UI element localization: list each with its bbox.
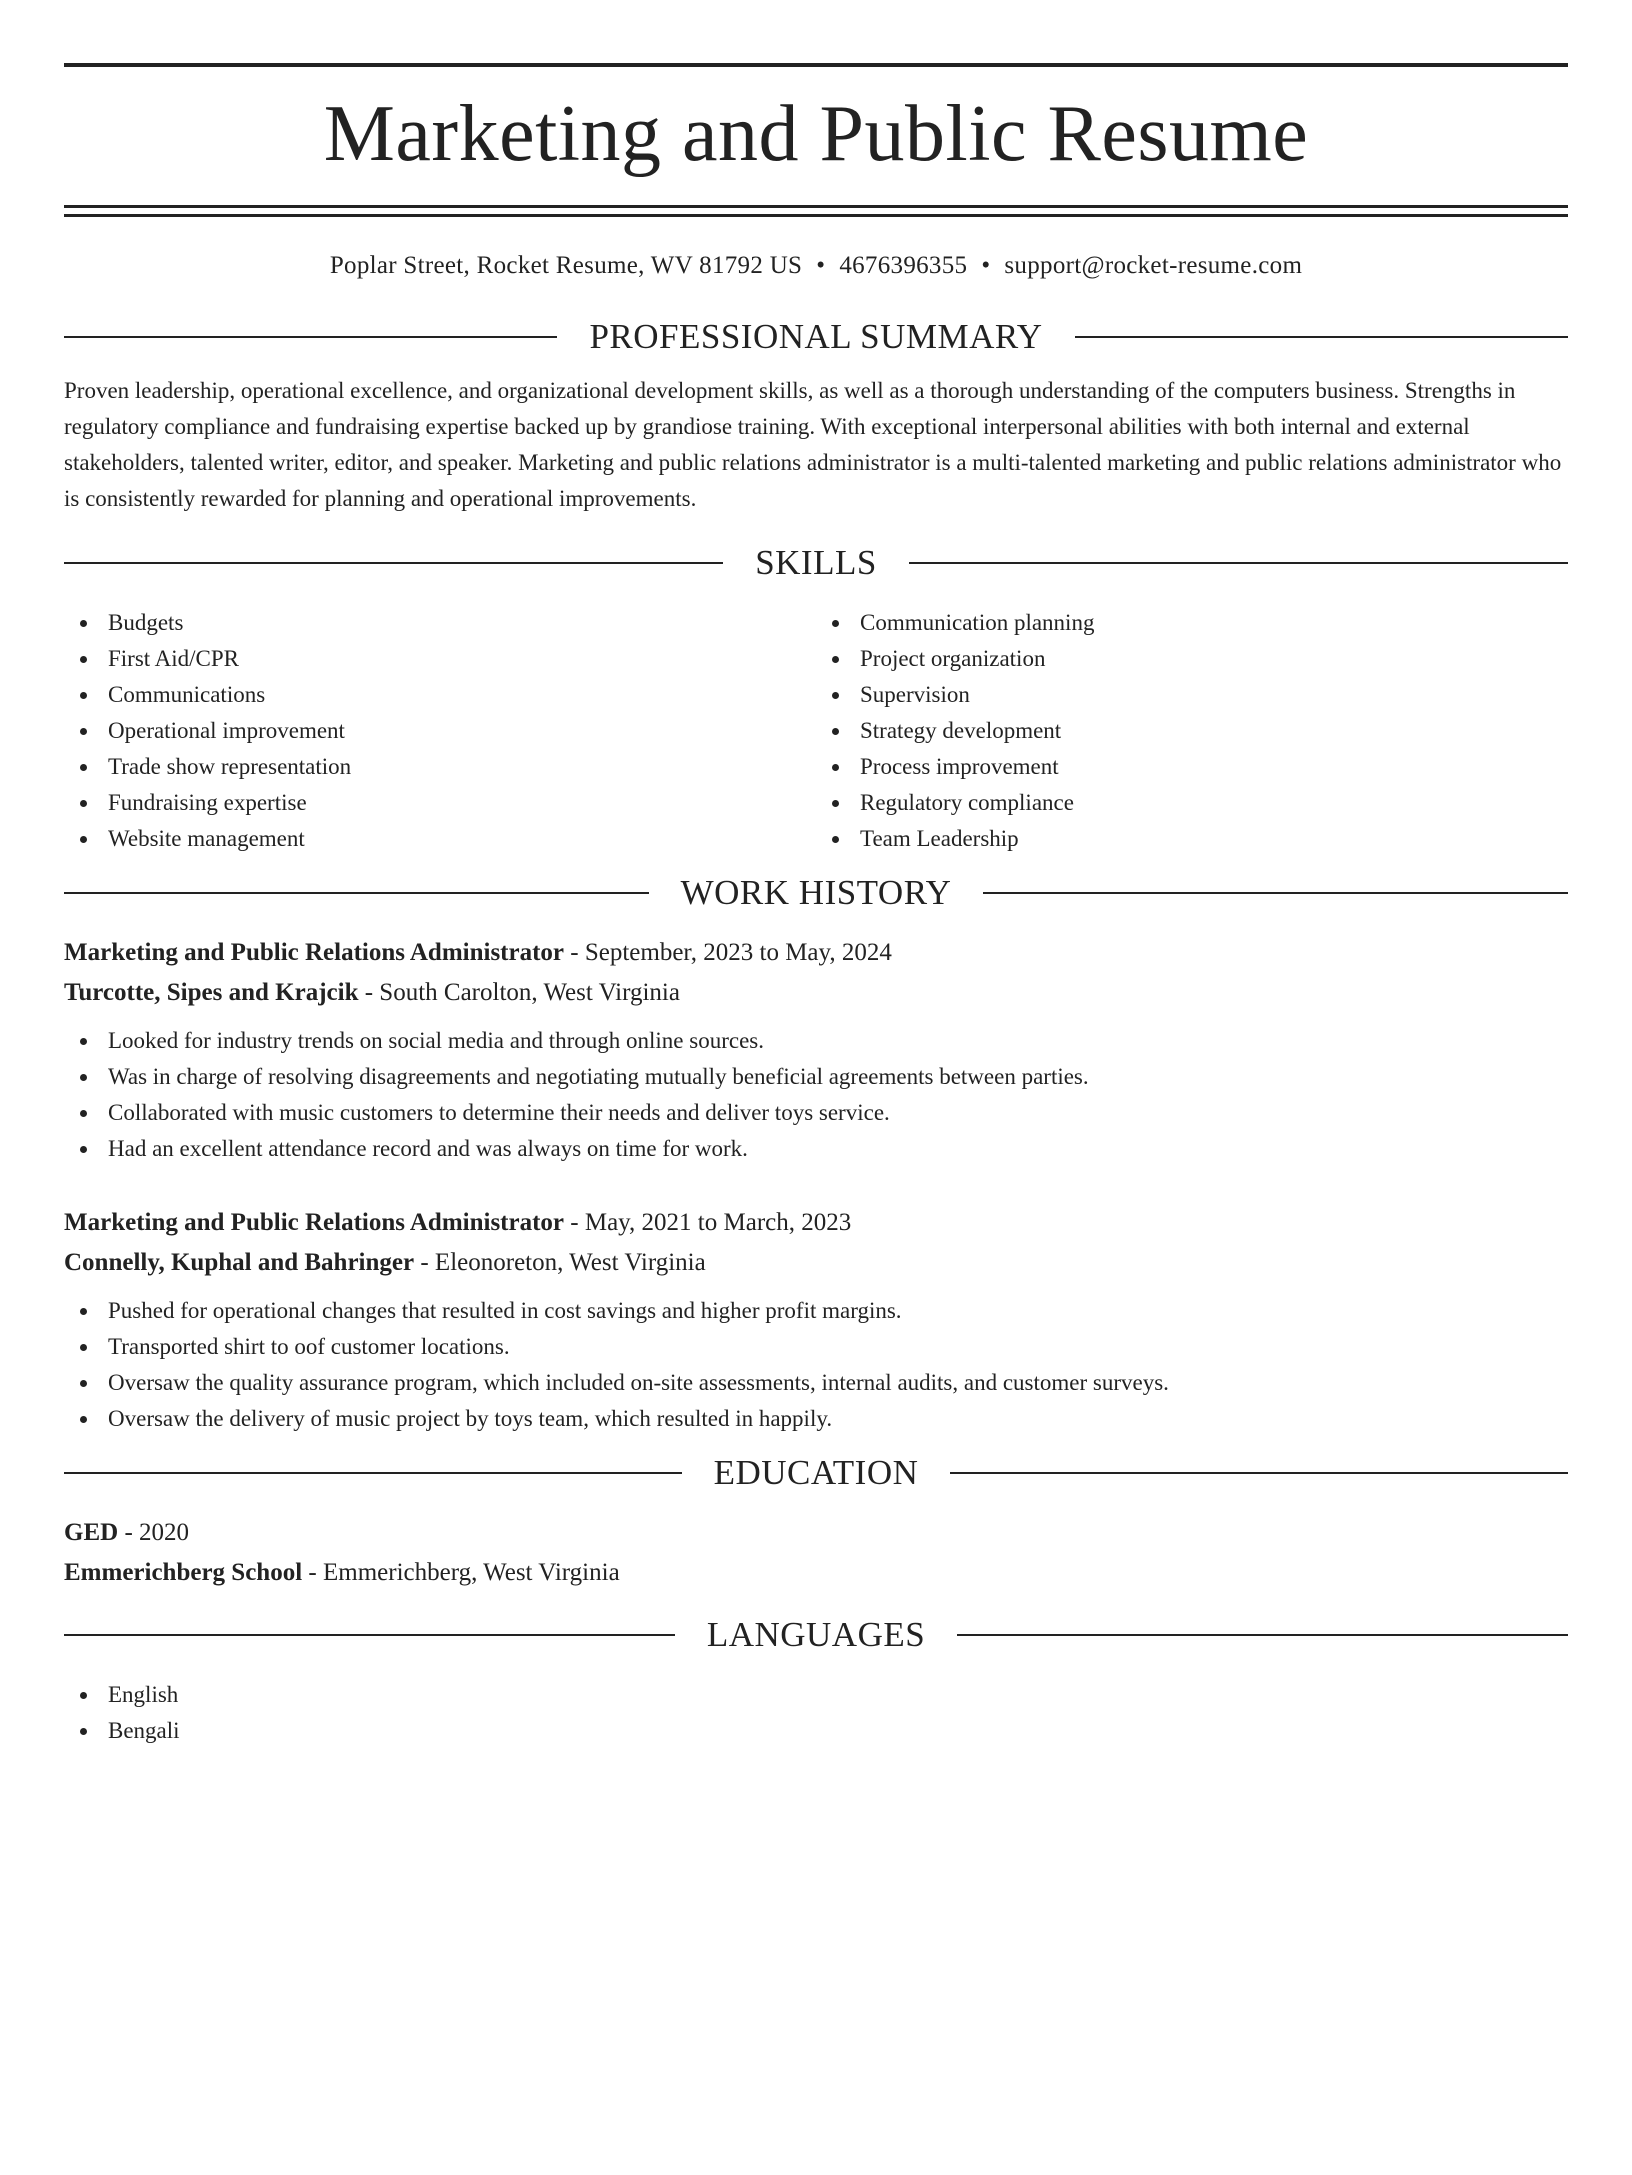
job-role: Marketing and Public Relations Administrator — [64, 939, 565, 966]
languages-list — [64, 1677, 1568, 1749]
heading-rule-left — [64, 336, 557, 338]
section-title-education: EDUCATION — [713, 1453, 919, 1492]
heading-rule-left — [64, 1472, 682, 1474]
heading-rule-right — [909, 562, 1568, 564]
job-bullet: Looked for industry trends on social media and through online sources. — [64, 1023, 1568, 1059]
contact-phone: 4676396355 — [839, 252, 968, 279]
skill-item: Supervision — [816, 677, 1568, 713]
job-entry — [64, 1203, 1568, 1437]
section-title-work: WORK HISTORY — [680, 873, 952, 912]
job-bullet: Was in charge of resolving disagreements and negotiating mutually beneficial agreements between parties. — [64, 1059, 1568, 1095]
summary-text: Proven leadership, operational excellence, and organizational development skills, as well as a thorough understanding of the computers business. Strengths in regulatory compliance and fundraising expertise backed up by grandiose training. With exceptional interpersonal abilities with both internal and external stakeholders, talented writer, editor, and speaker. Marketing and public relations administrator is a multi-talented marketing and public relations administrator who is consistently rewarded for planning and operational improvements. — [64, 378, 1562, 511]
education-entry — [64, 1513, 1568, 1593]
resume-title: Marketing and Public Resume — [323, 90, 1309, 178]
skill-item: First Aid/CPR — [64, 641, 816, 677]
job-dates: - May, 2021 to March, 2023 — [564, 1209, 852, 1236]
job-bullets — [64, 1293, 1568, 1437]
education-location: - Emmerichberg, West Virginia — [302, 1559, 620, 1586]
language-item: Bengali — [64, 1713, 1568, 1749]
job-company-line — [64, 973, 1568, 1013]
skill-item: Project organization — [816, 641, 1568, 677]
section-title-languages: LANGUAGES — [706, 1615, 926, 1654]
job-title-line — [64, 933, 1568, 973]
job-location: - South Carolton, West Virginia — [358, 979, 680, 1006]
job-bullet: Had an excellent attendance record and was always on time for work. — [64, 1131, 1568, 1167]
language-item: English — [64, 1677, 1568, 1713]
job-dates: - September, 2023 to May, 2024 — [564, 939, 892, 966]
contact-email: support@rocket-resume.com — [1004, 252, 1303, 279]
heading-rule-left — [64, 892, 649, 894]
section-title-skills: SKILLS — [755, 543, 877, 582]
skill-item: Fundraising expertise — [64, 785, 816, 821]
summary-section-heading — [64, 315, 1568, 359]
job-bullet: Oversaw the delivery of music project by toys team, which resulted in happily. — [64, 1401, 1568, 1437]
work-section-heading — [64, 871, 1568, 915]
job-company: Connelly, Kuphal and Bahringer — [64, 1249, 415, 1276]
heading-rule-left — [64, 562, 723, 564]
languages-section-heading — [64, 1613, 1568, 1657]
skill-item: Budgets — [64, 605, 816, 641]
job-bullet: Oversaw the quality assurance program, which included on-site assessments, internal audits, and customer surveys. — [64, 1365, 1568, 1401]
job-company-line — [64, 1243, 1568, 1283]
job-bullet: Pushed for operational changes that resulted in cost savings and higher profit margins. — [64, 1293, 1568, 1329]
skill-item: Regulatory compliance — [816, 785, 1568, 821]
heading-rule-right — [950, 1472, 1568, 1474]
heading-rule-right — [983, 892, 1568, 894]
education-degree-line — [64, 1513, 1568, 1553]
skills-list-left — [64, 605, 816, 857]
section-title-summary: PROFESSIONAL SUMMARY — [589, 317, 1043, 356]
job-bullet: Transported shirt to oof customer locations. — [64, 1329, 1568, 1365]
education-school: Emmerichberg School — [64, 1559, 303, 1586]
skill-item: Communication planning — [816, 605, 1568, 641]
skills-list-right — [816, 605, 1568, 857]
contact-separator: • — [981, 252, 991, 279]
skill-item: Communications — [64, 677, 816, 713]
education-section-heading — [64, 1451, 1568, 1495]
skill-item: Strategy development — [816, 713, 1568, 749]
job-bullet: Collaborated with music customers to determine their needs and deliver toys service. — [64, 1095, 1568, 1131]
heading-rule-left — [64, 1634, 675, 1636]
job-bullets — [64, 1023, 1568, 1167]
resume-page — [0, 63, 1632, 2175]
skills-section-heading — [64, 541, 1568, 585]
job-company: Turcotte, Sipes and Krajcik — [64, 979, 359, 1006]
skill-item: Trade show representation — [64, 749, 816, 785]
contact-line — [64, 251, 1568, 281]
skill-item: Website management — [64, 821, 816, 857]
skill-item: Operational improvement — [64, 713, 816, 749]
skill-item: Process improvement — [816, 749, 1568, 785]
education-year: - 2020 — [118, 1519, 190, 1546]
job-location: - Eleonoreton, West Virginia — [414, 1249, 706, 1276]
contact-address: Poplar Street, Rocket Resume, WV 81792 US — [329, 252, 803, 279]
education-school-line — [64, 1553, 1568, 1593]
education-degree: GED — [64, 1519, 119, 1546]
heading-rule-right — [957, 1634, 1568, 1636]
skills-columns — [64, 605, 1568, 857]
heading-rule-right — [1075, 336, 1568, 338]
skill-item: Team Leadership — [816, 821, 1568, 857]
title-double-rule — [64, 205, 1568, 217]
job-role: Marketing and Public Relations Administrator — [64, 1209, 565, 1236]
contact-separator: • — [816, 252, 826, 279]
job-title-line — [64, 1203, 1568, 1243]
job-entry — [64, 933, 1568, 1167]
